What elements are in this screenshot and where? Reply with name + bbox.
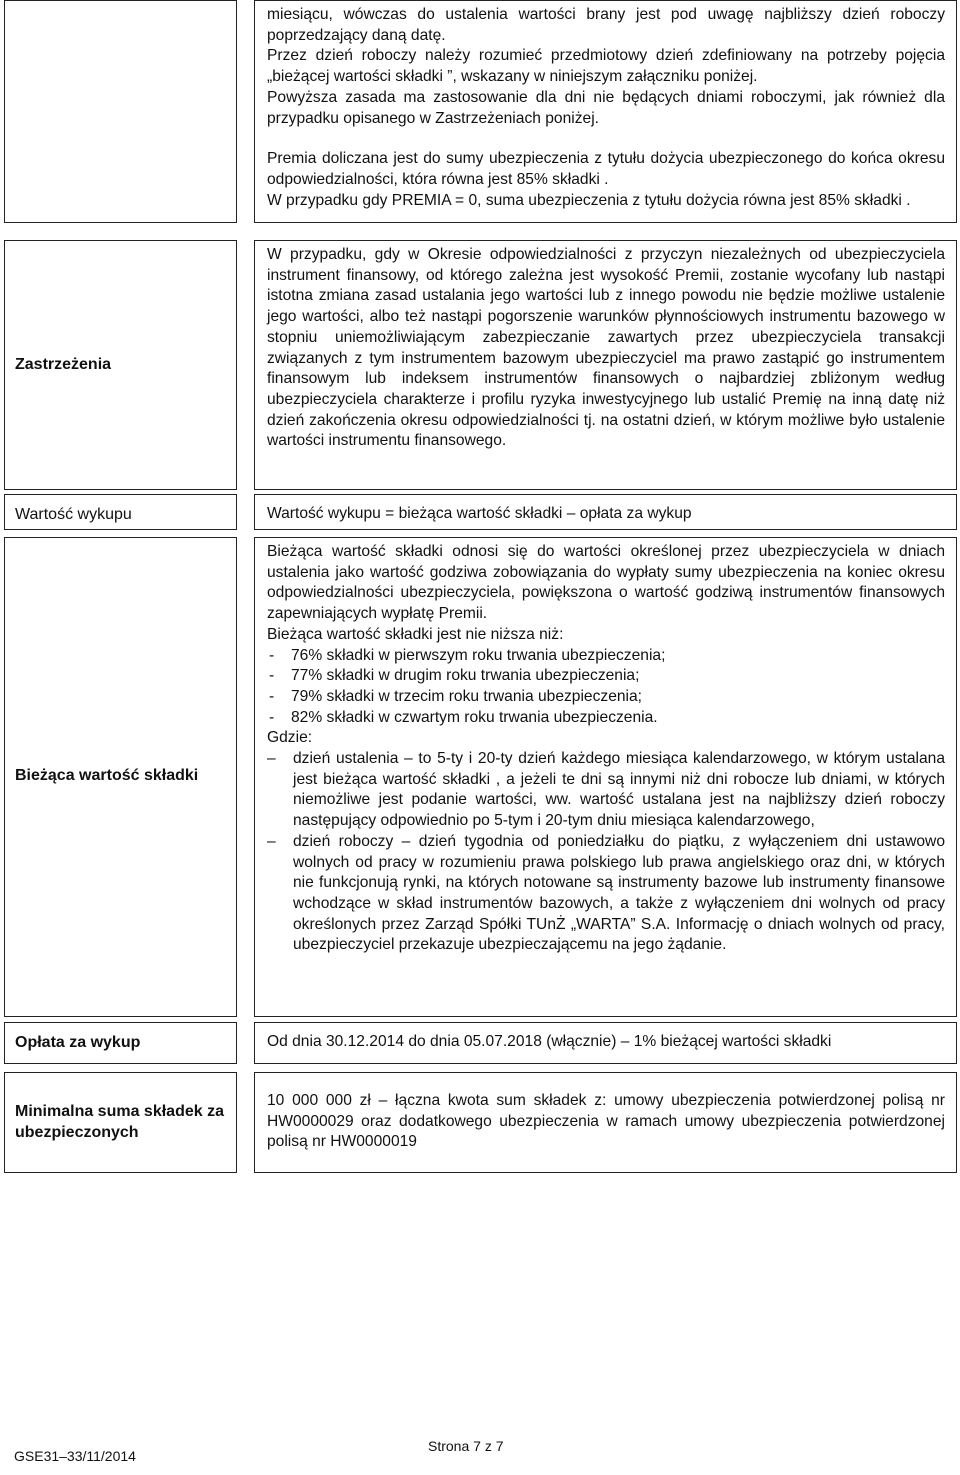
gdzie-label: Gdzie: [267,729,313,747]
biezaca-wartosc-paragraph-1: Bieżąca wartość składki odnosi się do wartości określonej przez ubezpieczyciela w dniach ustalenia jako wartość godziwa zobowiązania do wypłaty sumy ubezpieczenia na koniec okresu odpowiedzialności ubezpieczyciela, powiększona o wartość godziwą instrumentów finansowych zapewniających wypłatę Premii. [267,543,945,623]
row4-content-cell [254,537,957,1017]
row1-paragraph-2: Przez dzień roboczy należy rozumieć przedmiotowy dzień zdefiniowany na potrzeby pojęcia „bieżącej wartości składki ”, wskazany w niniejszym załączniku poniżej. [267,47,945,86]
row1-paragraph-3: Powyższa zasada ma zastosowanie dla dni nie będących dniami roboczymi, jak również dla przypadku opisanego w Zastrzeżeniach poniżej. [267,88,945,127]
list-item: - 82% składki w czwartym roku trwania ubezpieczenia. [267,708,945,729]
row3-content-cell [254,494,957,530]
zastrzezenia-label: Zastrzeżenia [15,356,112,373]
row1-paragraph-5: W przypadku gdy PREMIA = 0, suma ubezpieczenia z tytułu dożycia równa jest 85% składki . [267,191,911,209]
row1-content-cell [254,0,957,223]
page-number: Strona 7 z 7 [428,1438,504,1454]
list-item: - 76% składki w pierwszym roku trwania ubezpieczenia; [267,646,945,667]
row5-label-cell [4,1022,237,1064]
biezaca-wartosc-label: Bieżąca wartość składki [15,767,199,784]
document-code: GSE31–33/11/2014 [14,1448,136,1464]
list-item: - 79% składki w trzecim roku trwania ubezpieczenia; [267,687,945,708]
row1-label-cell [4,0,237,223]
list-item: - 77% składki w drugim roku trwania ubezpieczenia; [267,666,945,687]
oplata-za-wykup-text: Od dnia 30.12.2014 do dnia 05.07.2018 (włącznie) – 1% bieżącej wartości składki [267,1033,832,1050]
definition-dzien-roboczy: – dzień roboczy – dzień tygodnia od poniedziałku do piątku, z wyłączeniem dni ustawowo wolnych od pracy w rozumieniu prawa polskiego lub prawa angielskiego oraz dni, w których nie funkcjonują rynki, na których notowane są instrumenty bazowe lub instrumenty finansowe wchodzące w skład instrumentów bazowych, a także z wyłączeniem dni wolnych od pracy określonych przez Zarząd Spółki TUnŻ „WARTA” S.A. Informację o dniach wolnych od pracy, ubezpieczyciel przekazuje ubezpieczającemu na jego żądanie. [267,832,945,956]
row6-label-cell [4,1072,237,1173]
row5-content-cell [254,1022,957,1064]
wartosc-wykupu-label: Wartość wykupu [15,506,132,523]
row1-paragraph-4: Premia doliczana jest do sumy ubezpieczenia z tytułu dożycia ubezpieczonego do końca okresu odpowiedzialności, która równa jest 85% składki . [267,150,945,188]
row4-label-cell [4,537,237,1017]
zastrzezenia-text: W przypadku, gdy w Okresie odpowiedzialności z przyczyn niezależnych od ubezpieczyciela instrument finansowy, od którego zależna jest wysokość Premii, zostanie wycofany lub nastąpi istotna zmiana zasad ustalania jego wartości lub z innego powodu nie będzie możliwe ustalenie jego wartości, albo też nastąpi pogorszenie warunków płynnościowych instrumentu bazowego w stopniu uniemożliwiającym zabezpieczanie zawartych przez ubezpieczyciela transakcji związanych z tym instrumentem bazowym ubezpieczyciel ma prawo zastąpić go instrumentem finansowym lub indeksem instrumentów finansowych o najbardziej zbliżonym według ubezpieczyciela charakterze i profilu ryzyka inwestycyjnego lub ustalić Premię na inną datę niż dzień zakończenia okresu odpowiedzialności tj. na ostatni dzień, w którym możliwe było ustalenie wartości instrumentu finansowego. [267,246,945,450]
row2-label-cell [4,240,237,490]
row6-content-cell [254,1072,957,1173]
wartosc-wykupu-text: Wartość wykupu = bieżąca wartość składki – opłata za wykup [267,505,692,522]
oplata-za-wykup-label: Opłata za wykup [15,1034,141,1051]
minimalna-suma-text: 10 000 000 zł – łączna kwota sum składek z: umowy ubezpieczenia potwierdzonej polisą nr HW0000029 oraz dodatkowego ubezpieczenia w ramach umowy ubezpieczenia potwierdzonej polisą nr HW0000019 [267,1092,945,1151]
definitions-list [267,749,945,956]
minimalna-suma-label: Minimalna suma składek za ubezpieczonych [15,1103,224,1141]
definition-dzien-ustalenia: – dzień ustalenia – to 5-ty i 20-ty dzień każdego miesiąca kalendarzowego, w którym ustalana jest bieżąca wartość składki , a jeżeli te dni są innymi niż dni robocze lub dniami, w których niemożliwe jest podanie wartości, ww. wartość ustalana jest na najbliższy dzień roboczy następujący odpowiednio po 5-tym i 20-tym dniu miesiąca kalendarzowego, [267,749,945,832]
biezaca-wartosc-paragraph-2: Bieżąca wartość składki jest nie niższa niż: [267,625,564,643]
row2-content-cell [254,240,957,490]
row3-label-cell [4,494,237,530]
minimum-value-list [267,646,945,729]
row1-paragraph-1: miesiącu, wówczas do ustalenia wartości brany jest pod uwagę najbliższy dzień roboczy poprzedzający daną datę. [267,6,945,44]
